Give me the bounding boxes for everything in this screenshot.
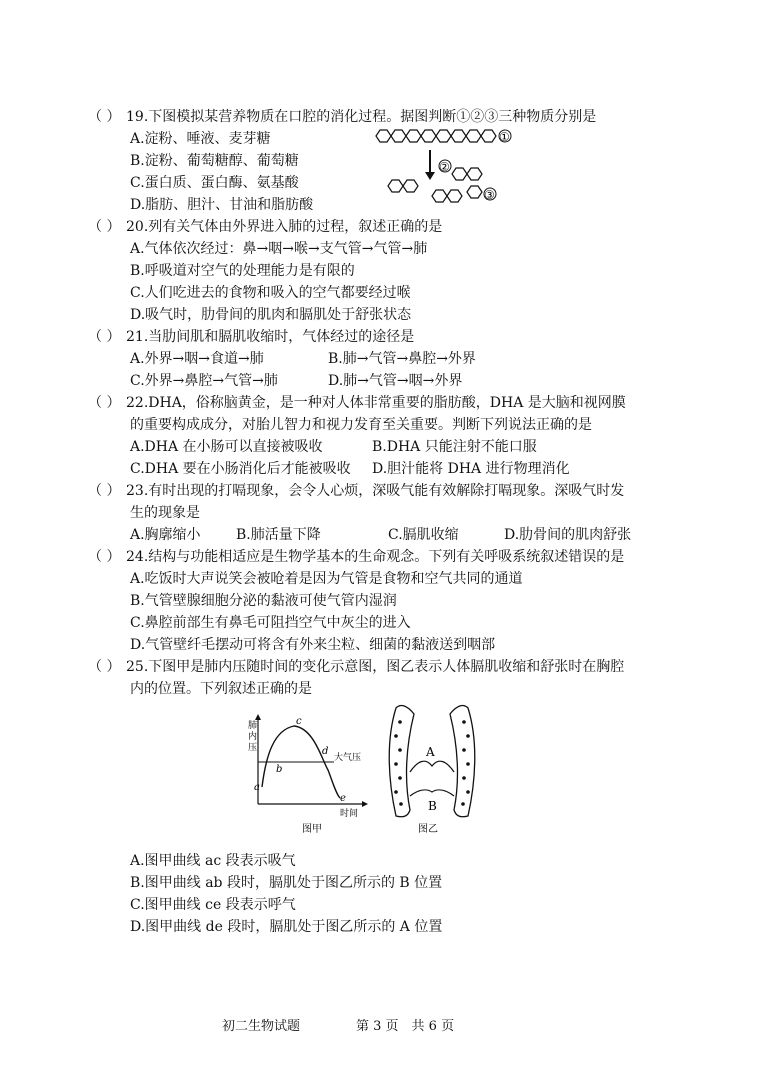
jia-caption: 图甲 <box>302 824 322 835</box>
q20-option-d: D.吸气时，肋骨间的肌肉和膈肌处于舒张状态 <box>130 307 412 323</box>
yi-diaphragm-a <box>410 761 454 772</box>
q21-option-a: A.外界→咽→食道→肺 <box>130 351 264 367</box>
q20-stem: 20.列有关气体由外界进入肺的过程，叙述正确的是 <box>126 219 443 235</box>
q24-option-c: C.鼻腔前部生有鼻毛可阻挡空气中灰尘的进入 <box>130 615 411 631</box>
q19-option-a: A.淀粉、唾液、麦芽糖 <box>130 131 271 147</box>
jia-xlabel: 时间 <box>340 809 359 819</box>
q20-option-a: A.气体依次经过：鼻→咽→喉→支气管→气管→肺 <box>130 241 428 257</box>
q22-option-b: B.DHA 只能注射不能口服 <box>372 439 537 455</box>
jia-atm-label: 大气压 <box>334 753 362 763</box>
q19-stem: 19.下图模拟某营养物质在口腔的消化过程。据图判断①②③三种物质分别是 <box>126 109 597 125</box>
q22-option-d: D.胆汁能将 DHA 进行物理消化 <box>372 461 570 477</box>
fig-label-3: ③ <box>484 188 495 202</box>
q23-option-c: C.膈肌收缩 <box>388 527 459 543</box>
q25-option-c: C.图甲曲线 ce 段表示呼气 <box>130 897 296 913</box>
q21-option-d: D.肺→气管→咽→外界 <box>328 373 463 389</box>
jia-point-d: d <box>322 746 329 757</box>
q23-option-b: B.肺活量下降 <box>236 527 321 543</box>
q25-option-b: B.图甲曲线 ab 段时，膈肌处于图乙所示的 B 位置 <box>130 875 443 891</box>
q19-option-d: D.脂肪、胆汁、甘油和脂肪酸 <box>130 197 314 213</box>
q22-stem-line2: 的重要构成成分，对胎儿智力和视力发育至关重要。判断下列说法正确的是 <box>130 417 592 433</box>
q25-option-a: A.图甲曲线 ac 段表示吸气 <box>130 853 296 869</box>
q24-answer-paren[interactable]: （ ） <box>88 549 121 565</box>
q23-stem-line2: 生的现象是 <box>130 505 200 521</box>
jia-point-e: e <box>340 793 346 804</box>
q25-stem-line1: 25.下图甲是肺内压随时间的变化示意图，图乙表示人体膈肌收缩和舒张时在胸腔 <box>126 659 625 675</box>
jia-point-b: b <box>276 764 283 775</box>
q22-option-a: A.DHA 在小肠可以直接被吸收 <box>130 439 323 455</box>
yi-label-a: A <box>426 745 435 759</box>
q23-stem-line1: 23.有时出现的打嗝现象，会令人心烦，深吸气能有效解除打嗝现象。深吸气时发 <box>126 483 625 499</box>
q23-option-a: A.胸廓缩小 <box>130 527 201 543</box>
q19-option-b: B.淀粉、葡萄糖醇、葡萄糖 <box>130 153 299 169</box>
q20-option-b: B.呼吸道对空气的处理能力是有限的 <box>130 263 355 279</box>
jia-ylabel-1: 肺 <box>248 721 258 731</box>
jia-ylabel-3: 压 <box>248 743 258 753</box>
yi-diaphragm-b <box>410 790 454 796</box>
yi-label-b: B <box>428 799 437 813</box>
q24-option-b: B.气管壁腺细胞分泌的黏液可使气管内湿润 <box>130 593 397 609</box>
q25-stem-line2: 内的位置。下列叙述正确的是 <box>130 681 312 697</box>
q24-option-d: D.气管壁纤毛摆动可将含有外来尘粒、细菌的黏液送到咽部 <box>130 637 496 653</box>
q19-digestion-figure <box>372 126 522 212</box>
q25-figure-jia <box>236 710 376 838</box>
q22-answer-paren[interactable]: （ ） <box>88 395 121 411</box>
q20-answer-paren[interactable]: （ ） <box>88 219 121 235</box>
q25-answer-paren[interactable]: （ ） <box>88 659 121 675</box>
q19-option-c: C.蛋白质、蛋白酶、氨基酸 <box>130 175 299 191</box>
fig-label-2: ② <box>439 160 450 174</box>
q20-option-c: C.人们吃进去的食物和吸入的空气都要经过喉 <box>130 285 411 301</box>
q22-option-c: C.DHA 要在小肠消化后才能被吸收 <box>130 461 351 477</box>
q21-stem: 21.当肋间肌和膈肌收缩时，气体经过的途径是 <box>126 329 415 345</box>
q21-answer-paren[interactable]: （ ） <box>88 329 121 345</box>
q21-option-b: B.肺→气管→鼻腔→外界 <box>328 351 476 367</box>
q19-answer-paren[interactable]: （ ） <box>88 109 121 125</box>
footer-subject: 初二生物试题 <box>222 1019 301 1034</box>
jia-point-c: c <box>296 716 302 727</box>
q22-stem-line1: 22.DHA，俗称脑黄金，是一种对人体非常重要的脂肪酸，DHA 是大脑和视网膜 <box>126 395 626 411</box>
q21-option-c: C.外界→鼻腔→气管→肺 <box>130 373 278 389</box>
q25-figure-yi <box>382 700 482 838</box>
q25-option-d: D.图甲曲线 de 段时，膈肌处于图乙所示的 A 位置 <box>130 919 443 935</box>
q23-answer-paren[interactable]: （ ） <box>88 483 121 499</box>
q23-option-d: D.肋骨间的肌肉舒张 <box>504 527 632 543</box>
yi-caption: 图乙 <box>418 824 438 835</box>
q24-option-a: A.吃饭时大声说笑会被呛着是因为气管是食物和空气共同的通道 <box>130 571 523 587</box>
jia-ylabel-2: 内 <box>248 732 258 742</box>
q24-stem: 24.结构与功能相适应是生物学基本的生命观念。下列有关呼吸系统叙述错误的是 <box>126 549 625 565</box>
jia-point-a: a <box>254 782 260 793</box>
fig-label-1: ① <box>499 130 510 144</box>
footer-page-number: 第 3 页 共 6 页 <box>356 1019 455 1034</box>
